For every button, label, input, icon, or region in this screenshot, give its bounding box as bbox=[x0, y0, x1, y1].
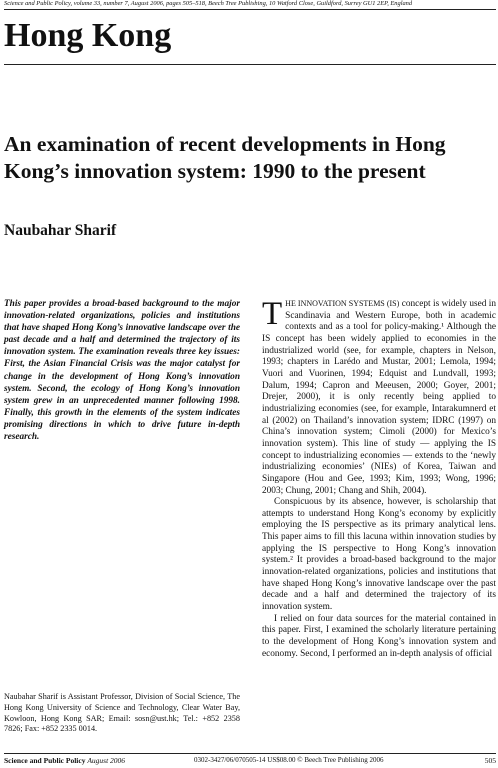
header-rule bbox=[4, 9, 496, 10]
footer-journal bbox=[4, 756, 125, 765]
paragraph-1-text: concept is widely used in Scandinavia and Western Europe, both in academic contexts and as a tool for policy-making.¹ Although the IS concept has been widely applied to economies in the industrialized world (see, for example, chapters in Nelson, 1993; chapters in Larédo and Mustar, 2001; Lemola, 1994; Vuori and Vuorinen, 1994; Edquist and Lundvall, 1993; Dalum, 1994; Capron and Meeusen, 2000; Goyer, 2001; Drejer, 2000), it is only recently being applied to industrializing economies (see, for example, Intarakumnerd et al (2002) on Thailand’s innovation system; IDRC (1997) on China’s innovation system; Cimoli (2000) for Mexico’s innovation system). This line of study — applying the IS concept to industrializing economies — extends to the ‘newly industrializing economies’ (NIEs) of Korea, Taiwan and Singapore (Hou and Gee, 1993; Kim, 1993; Wong, 1996; 2003; Chung, 2001; Chang and Shih, 2004). bbox=[262, 299, 496, 496]
body-text bbox=[262, 298, 496, 660]
section-heading: Hong Kong bbox=[4, 17, 172, 54]
footer-date: August 2006 bbox=[87, 756, 126, 765]
article-author: Naubahar Sharif bbox=[4, 222, 117, 239]
journal-citation: Science and Public Policy, volume 33, number 7, August 2006, pages 505–518, Beech Tree Publishing, 10 Watford Close, Guildford, Surrey GU1 2EP, England bbox=[4, 0, 413, 7]
paragraph-1 bbox=[262, 298, 496, 497]
lead-in-caps: HE INNOVATION SYSTEMS (IS) bbox=[285, 299, 400, 308]
footer-code: 0302-3427/06/070505-14 US$08.00 © Beech Tree Publishing 2006 bbox=[194, 756, 384, 764]
paragraph-2: Conspicuous by its absence, however, is scholarship that attempts to understand Hong Kong’s economy by explicitly employing the IS perspective as its primary analytical lens. This paper aims to fill this lacuna within innovation studies by applying the IS perspective to Hong Kong’s innovation system.² It provides a broad-based background to the major innovation-related organizations, policies and institutions that have shaped Hong Kong’s innovative landscape over the past decade and a half and determined the trajectory of its innovation system. bbox=[262, 497, 496, 613]
author-bio: Naubahar Sharif is Assistant Professor, Division of Social Science, The Hong Kong University of Science and Technology, Clear Water Bay, Kowloon, Hong Kong SAR; Email: sosn@ust.hk; Tel.: +852 2358 7826; Fax: +852 2335 0014. bbox=[4, 692, 240, 734]
paragraph-3: I relied on four data sources for the material contained in this paper. First, I examined the scholarly literature pertaining to the development of Hong Kong’s innovation system and economy. Second, I performed an in-depth analysis of official bbox=[262, 613, 496, 659]
page-number: 505 bbox=[484, 756, 496, 765]
drop-cap: T bbox=[262, 296, 283, 332]
footer-journal-name: Science and Public Policy bbox=[4, 756, 86, 765]
article-title: An examination of recent developments in Hong Kong’s innovation system: 1990 to the present bbox=[4, 132, 446, 183]
abstract: This paper provides a broad-based background to the major innovation-related organizations, policies and institutions that have shaped Hong Kong’s innovative landscape over the past decade and a half and determined the trajectory of its innovation system. The examination reveals three key issues: First, the Asian Financial Crisis was the major catalyst for change in the development of Hong Kong’s innovation system. Second, the ecology of Hong Kong’s innovation system grew in an unprecedented manner following 1998. Finally, this growth in the elements of the system indicates promising directions in which to drive future in-depth research. bbox=[4, 299, 240, 443]
section-rule bbox=[4, 64, 496, 65]
footer-rule bbox=[4, 753, 496, 754]
